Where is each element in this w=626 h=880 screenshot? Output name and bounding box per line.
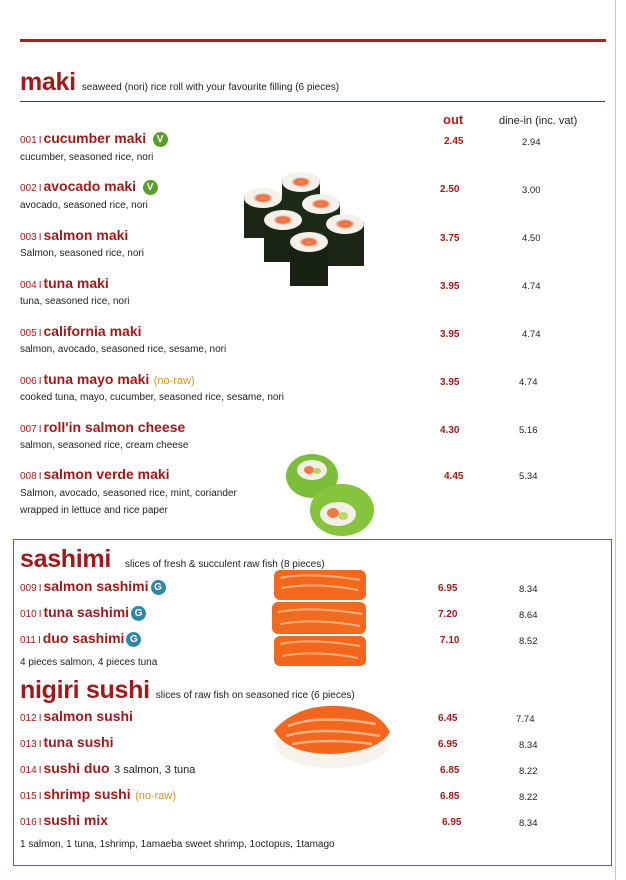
item-name: sushi mix [43, 812, 109, 828]
separator: I [38, 609, 42, 620]
price-dinein: 5.16 [519, 425, 538, 436]
price-dinein: 8.34 [519, 740, 538, 751]
item-name: sushi duo [43, 760, 110, 776]
price-dinein: 4.74 [522, 329, 541, 340]
price-out: 6.85 [440, 765, 460, 776]
sashimi-title: sashimi [20, 545, 112, 573]
maki-header [20, 68, 339, 97]
menu-item-cucumber-maki [20, 130, 168, 148]
menu-item-salmon-sushi [20, 708, 133, 726]
price-out: 3.95 [440, 377, 460, 388]
salmon-verde-maki-photo [280, 452, 380, 538]
price-dinein: 4.74 [519, 377, 538, 388]
item-code: 012 [20, 713, 37, 724]
salmon-sashimi-photo [270, 568, 370, 668]
column-out-header: out [443, 112, 464, 127]
salmon-nigiri-photo [268, 700, 393, 772]
item-code: 014 [20, 765, 37, 776]
item-name: tuna sushi [43, 734, 114, 750]
item-code: 006 [20, 376, 37, 387]
item-code: 004 [20, 280, 37, 291]
vegetarian-badge-icon: V [153, 132, 168, 147]
separator: I [38, 328, 42, 339]
separator: I [38, 817, 42, 828]
separator: I [38, 183, 42, 194]
item-description: tuna, seasoned rice, nori [20, 296, 130, 307]
sashimi-footnote: 4 pieces salmon, 4 pieces tuna [20, 657, 158, 668]
item-name: tuna maki [43, 275, 109, 291]
gluten-free-badge-icon: G [131, 606, 146, 621]
separator: I [38, 791, 42, 802]
item-description: Salmon, avocado, seasoned rice, mint, coriander [20, 488, 237, 499]
menu-item-sushi-duo [20, 760, 195, 778]
price-out: 6.45 [438, 713, 458, 724]
top-rule [20, 39, 606, 42]
nigiri-title: nigiri sushi [20, 676, 150, 704]
price-out: 7.20 [438, 609, 458, 620]
menu-item-shrimp-sushi [20, 786, 176, 804]
separator: I [38, 135, 42, 146]
price-out: 6.95 [442, 817, 462, 828]
menu-item-salmon-verde-maki [20, 466, 170, 484]
item-code: 010 [20, 609, 37, 620]
item-description: salmon, avocado, seasoned rice, sesame, nori [20, 344, 227, 355]
separator: I [38, 739, 42, 750]
gluten-free-badge-icon: G [151, 580, 166, 595]
no-raw-note: (no-raw) [135, 790, 177, 802]
separator: I [38, 232, 42, 243]
price-dinein: 2.94 [522, 137, 541, 148]
item-description: salmon, seasoned rice, cream cheese [20, 440, 189, 451]
item-name: avocado maki [43, 178, 137, 194]
menu-item-salmon-maki [20, 227, 128, 245]
separator: I [38, 713, 42, 724]
price-dinein: 4.50 [522, 233, 541, 244]
separator: I [38, 424, 42, 435]
maki-description: seaweed (nori) rice roll with your favourite filling (6 pieces) [81, 82, 340, 93]
item-code: 002 [20, 183, 37, 194]
item-code: 009 [20, 583, 37, 594]
price-out: 4.45 [444, 471, 464, 482]
price-out: 6.85 [440, 791, 460, 802]
price-out: 6.95 [438, 583, 458, 594]
item-code: 008 [20, 471, 37, 482]
item-name: shrimp sushi [43, 786, 131, 802]
item-name: tuna sashimi [43, 604, 130, 620]
item-description: avocado, seasoned rice, nori [20, 200, 148, 211]
separator: I [38, 765, 42, 776]
price-dinein: 5.34 [519, 471, 538, 482]
price-out: 6.95 [438, 739, 458, 750]
maki-title: maki [20, 68, 76, 96]
menu-item-tuna-sushi [20, 734, 113, 752]
menu-item-tuna-maki [20, 275, 109, 293]
separator: I [38, 280, 42, 291]
separator: I [37, 635, 41, 646]
item-name: roll'in salmon cheese [43, 419, 186, 435]
price-dinein: 4.74 [522, 281, 541, 292]
item-code: 001 [20, 135, 37, 146]
maki-rule [20, 101, 605, 102]
menu-item-sushi-mix [20, 812, 108, 830]
item-code: 013 [20, 739, 37, 750]
price-out: 3.75 [440, 233, 460, 244]
item-name: cucumber maki [43, 130, 147, 146]
menu-item-tuna-mayo-maki [20, 371, 195, 389]
item-name: salmon maki [43, 227, 129, 243]
item-name: duo sashimi [42, 630, 125, 646]
price-dinein: 8.22 [519, 766, 538, 777]
item-name: salmon verde maki [43, 466, 170, 482]
item-code: 005 [20, 328, 37, 339]
menu-item-tuna-sashimi [20, 604, 146, 622]
price-out: 7.10 [440, 635, 460, 646]
price-dinein: 7.74 [516, 714, 535, 725]
item-code: 003 [20, 232, 37, 243]
no-raw-note: (no-raw) [153, 375, 195, 387]
price-dinein: 8.64 [519, 610, 538, 621]
gluten-free-badge-icon: G [126, 632, 141, 647]
item-code: 016 [20, 817, 37, 828]
price-out: 3.95 [440, 329, 460, 340]
column-dinein-header: dine-in (inc. vat) [499, 115, 578, 127]
item-description-line2: wrapped in lettuce and rice paper [20, 505, 168, 516]
item-description: Salmon, seasoned rice, nori [20, 248, 144, 259]
price-out: 3.95 [440, 281, 460, 292]
item-name: tuna mayo maki [43, 371, 150, 387]
price-dinein: 8.34 [519, 584, 538, 595]
price-out: 4.30 [440, 425, 460, 436]
separator: I [38, 471, 42, 482]
menu-item-california-maki [20, 323, 142, 341]
price-out: 2.50 [440, 184, 460, 195]
price-out: 2.45 [444, 136, 464, 147]
menu-item-avocado-maki [20, 178, 158, 196]
vegetarian-badge-icon: V [143, 180, 158, 195]
nigiri-footnote: 1 salmon, 1 tuna, 1shrimp, 1amaeba sweet shrimp, 1octopus, 1tamago [20, 839, 335, 850]
item-name: salmon sashimi [43, 578, 149, 594]
menu-item-salmon-sashimi [20, 578, 166, 596]
item-code: 011 [20, 635, 36, 646]
price-dinein: 3.00 [522, 185, 541, 196]
item-code: 015 [20, 791, 37, 802]
item-extra: 3 salmon, 3 tuna [114, 764, 196, 776]
price-dinein: 8.34 [519, 818, 538, 829]
item-name: california maki [43, 323, 142, 339]
separator: I [38, 376, 42, 387]
item-name: salmon sushi [43, 708, 133, 724]
item-description: cucumber, seasoned rice, nori [20, 152, 154, 163]
price-dinein: 8.52 [519, 636, 538, 647]
menu-item-duo-sashimi [20, 630, 141, 648]
item-description: cooked tuna, mayo, cucumber, seasoned rice, sesame, nori [20, 392, 285, 403]
price-dinein: 8.22 [519, 792, 538, 803]
item-code: 007 [20, 424, 37, 435]
menu-item-rollin-salmon-cheese [20, 419, 185, 437]
separator: I [38, 583, 42, 594]
maki-rolls-photo [240, 170, 375, 305]
nigiri-description: slices of raw fish on seasoned rice (6 pieces) [155, 690, 355, 701]
sashimi-description: slices of fresh & succulent raw fish (8 pieces) [125, 559, 325, 570]
